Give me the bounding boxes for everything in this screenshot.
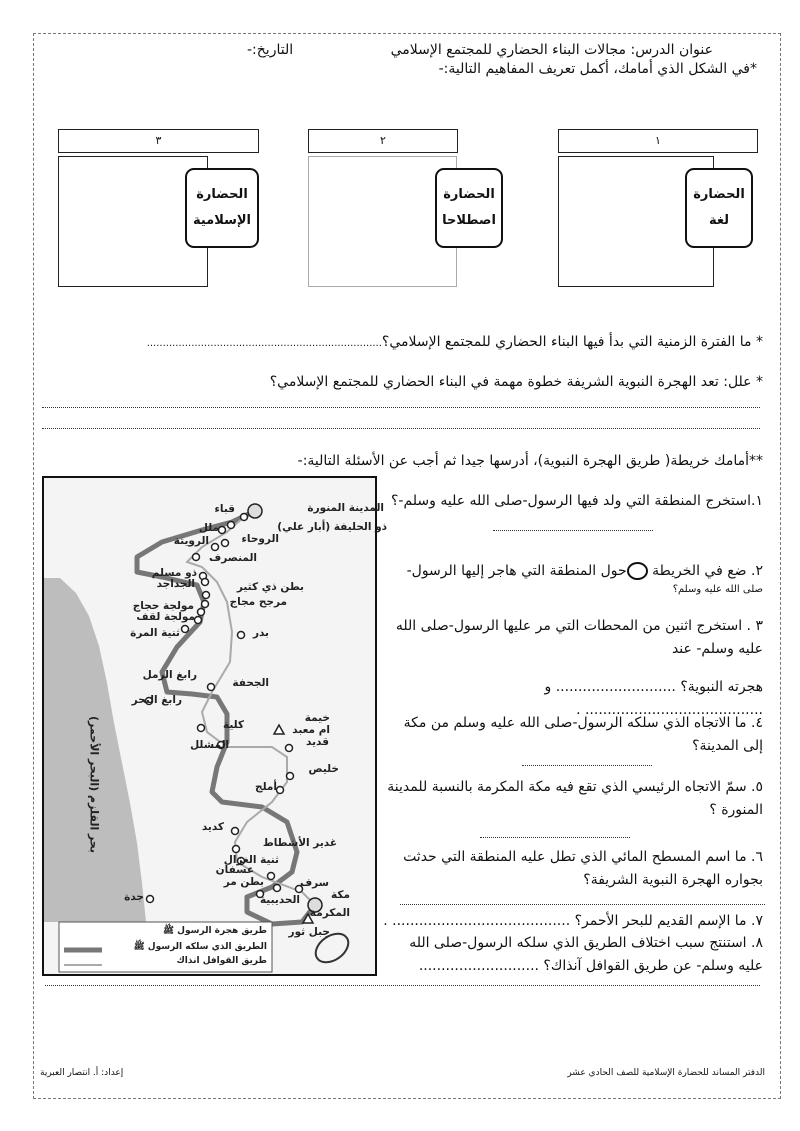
place-label: مولجة حجاج — [132, 600, 194, 612]
place-marker — [212, 544, 219, 551]
concept-label — [685, 168, 753, 248]
question-text: * ما الفترة الزمنية التي بدأ فيها البناء الحضاري للمجتمع الإسلامي؟ — [381, 334, 763, 350]
place-label: الروحاء — [241, 533, 279, 545]
place-label: قديد — [306, 736, 329, 748]
place-marker — [274, 885, 281, 892]
map-section-intro: **أمامك خريطة( طريق الهجرة النبوية)، أدرسها جيدا ثم أجب عن الأسئلة التالية:- — [297, 453, 763, 469]
place-label: بطن ذي كثير — [236, 581, 304, 593]
place-label: خليص — [308, 763, 339, 775]
map-question-3: ٣ . استخرج اثنين من المحطات التي مر عليها الرسول-صلى الله عليه وسلم- عند — [395, 618, 763, 657]
map-question-6: ٦. ما اسم المسطح المائي الذي تطل عليه المنطقة التي حدثت بجواره الهجرة النبوية الشريفة؟ — [403, 849, 763, 888]
concept-label-line1: الحضارة — [443, 187, 495, 202]
landmark-triangle-icon — [274, 725, 284, 734]
place-label: قباء — [214, 503, 235, 515]
question-time-period — [147, 334, 763, 350]
place-marker — [193, 554, 200, 561]
place-label: عسفان — [215, 864, 254, 876]
map-question-2 — [383, 560, 763, 597]
lesson-title: عنوان الدرس: مجالات البناء الحضاري للمجتمع الإسلامي — [390, 42, 713, 58]
place-marker — [202, 601, 209, 608]
place-marker — [198, 609, 205, 616]
concept-label — [435, 168, 503, 248]
question-text-small: صلى الله عليه وسلم؟ — [672, 584, 763, 595]
answer-line[interactable] — [493, 530, 653, 531]
place-label: أملج — [255, 781, 277, 793]
place-marker — [202, 579, 209, 586]
place-label: المشلل — [190, 739, 229, 751]
concept-label-line2: لغة — [708, 213, 730, 228]
map-question-4: ٤. ما الاتجاه الذي سلكه الرسول-صلى الله عليه وسلم من مكة إلى المدينة؟ — [403, 715, 763, 754]
place-label: ثنية المرة — [130, 627, 180, 639]
place-label: ملل — [198, 522, 219, 534]
place-marker — [219, 527, 226, 534]
place-label: بدر — [252, 627, 269, 639]
map-question-1: ١.استخرج المنطقة التي ولد فيها الرسول-صلى الله عليه وسلم-؟ — [390, 493, 763, 509]
footer-author: إعداد: أ. انتصار العبرية — [40, 1068, 124, 1078]
place-label: الجداجد — [156, 578, 195, 590]
answer-line[interactable] — [522, 765, 652, 766]
place-label: رابغ الرمل — [142, 669, 197, 681]
place-label: مولجة لقف — [136, 611, 195, 623]
place-marker — [198, 725, 205, 732]
question-text: ٢. ضع في الخريطة — [652, 563, 763, 579]
concept-label-line1: الحضارة — [693, 187, 745, 202]
place-label: ثنية الغزال — [223, 854, 279, 866]
place-marker — [233, 846, 240, 853]
answer-line[interactable] — [400, 904, 765, 905]
place-label: مرجح مجاج — [229, 596, 287, 608]
place-marker — [287, 773, 294, 780]
concept-label-line2: الإسلامية — [192, 213, 252, 228]
legend-title: طريق هجرة الرسول ﷺ — [163, 926, 267, 936]
place-marker — [286, 745, 293, 752]
place-marker — [203, 592, 210, 599]
map-question-8: ٨. استنتج سبب اختلاف الطريق الذي سلكه الرسول-صلى الله عليه وسلم- عن طريق القوافل آنذاك؟ ........................... — [409, 935, 763, 974]
place-marker — [277, 787, 284, 794]
hijra-route-map — [42, 476, 387, 976]
place-label: المكرمة — [309, 907, 350, 919]
concept-label-line1: الحضارة — [196, 187, 248, 202]
concepts-instruction: *في الشكل الذي أمامك، أكمل تعريف المفاهيم التالية:- — [438, 61, 757, 77]
place-label: رابغ البحر — [131, 694, 182, 706]
concept-number: ٢ — [308, 129, 458, 153]
place-label: ذو مسلم — [151, 567, 197, 579]
place-marker — [182, 626, 189, 633]
legend-caravan-route: طريق القوافل انذاك — [176, 956, 267, 966]
place-marker — [268, 873, 275, 880]
date-label: التاريخ:- — [247, 42, 294, 58]
place-marker — [222, 540, 229, 547]
concept-label — [185, 168, 259, 248]
place-label: جبل ثور — [288, 926, 330, 938]
place-label: كلية — [222, 719, 244, 731]
map-question-7: ٧. ما الإسم القديم للبحر الأحمر؟ ........................................ . — [383, 913, 763, 929]
concept-number: ١ — [558, 129, 758, 153]
answer-line[interactable] — [480, 837, 630, 838]
place-label: الحديبية — [259, 894, 300, 906]
place-marker — [238, 632, 245, 639]
place-label: سرف — [299, 877, 329, 889]
question-text: حول المنطقة التي هاجر إليها الرسول- — [406, 563, 627, 579]
question-reason-hijra: * علل: تعد الهجرة النبوية الشريفة خطوة مهمة في البناء الحضاري للمجتمع الإسلامي؟ — [269, 374, 763, 390]
place-label: الرويثة — [173, 535, 209, 547]
answer-dots[interactable]: .......................................................................... — [146, 338, 382, 349]
place-label: غدير الأشطاط — [262, 837, 337, 849]
place-label: خيمة — [304, 712, 330, 724]
place-label: المدينة المنورة — [307, 502, 384, 514]
place-label: مكة — [331, 889, 350, 901]
legend-prophet-route: الطريق الذي سلكه الرسول ﷺ — [133, 942, 267, 952]
place-marker — [147, 896, 154, 903]
place-marker — [248, 504, 262, 518]
place-marker — [232, 828, 239, 835]
answer-line[interactable] — [42, 407, 760, 408]
place-label: جدة — [124, 891, 144, 903]
map-question-3-answer: هجرته النبوية؟ ........................... و ........................................ . — [544, 679, 763, 718]
place-label: كديد — [201, 821, 224, 833]
place-label: المنصرف — [209, 552, 257, 564]
place-label: ذو الحليفة (أبار علي) — [277, 521, 387, 533]
place-marker — [228, 522, 235, 529]
map-question-5: ٥. سمّ الاتجاه الرئيسي الذي تقع فيه مكة المكرمة بالنسبة للمدينة المنورة ؟ — [387, 779, 763, 818]
place-label: بطن مر — [223, 876, 264, 888]
place-label: ام معبد — [292, 724, 330, 736]
place-marker — [241, 514, 248, 521]
concept-label-line2: اصطلاحا — [442, 213, 496, 228]
answer-line[interactable] — [42, 428, 760, 429]
place-marker — [195, 617, 202, 624]
place-marker — [208, 684, 215, 691]
answer-line[interactable] — [45, 985, 760, 986]
circle-icon — [627, 562, 648, 580]
sea-label: بحر القلزم (البحر الأحمر) — [87, 716, 101, 853]
concept-number: ٣ — [58, 129, 259, 153]
footer-book-title: الدفتر المساند للحضارة الإسلامية للصف الحادي عشر — [567, 1068, 765, 1078]
place-label: الجحفة — [232, 677, 269, 689]
